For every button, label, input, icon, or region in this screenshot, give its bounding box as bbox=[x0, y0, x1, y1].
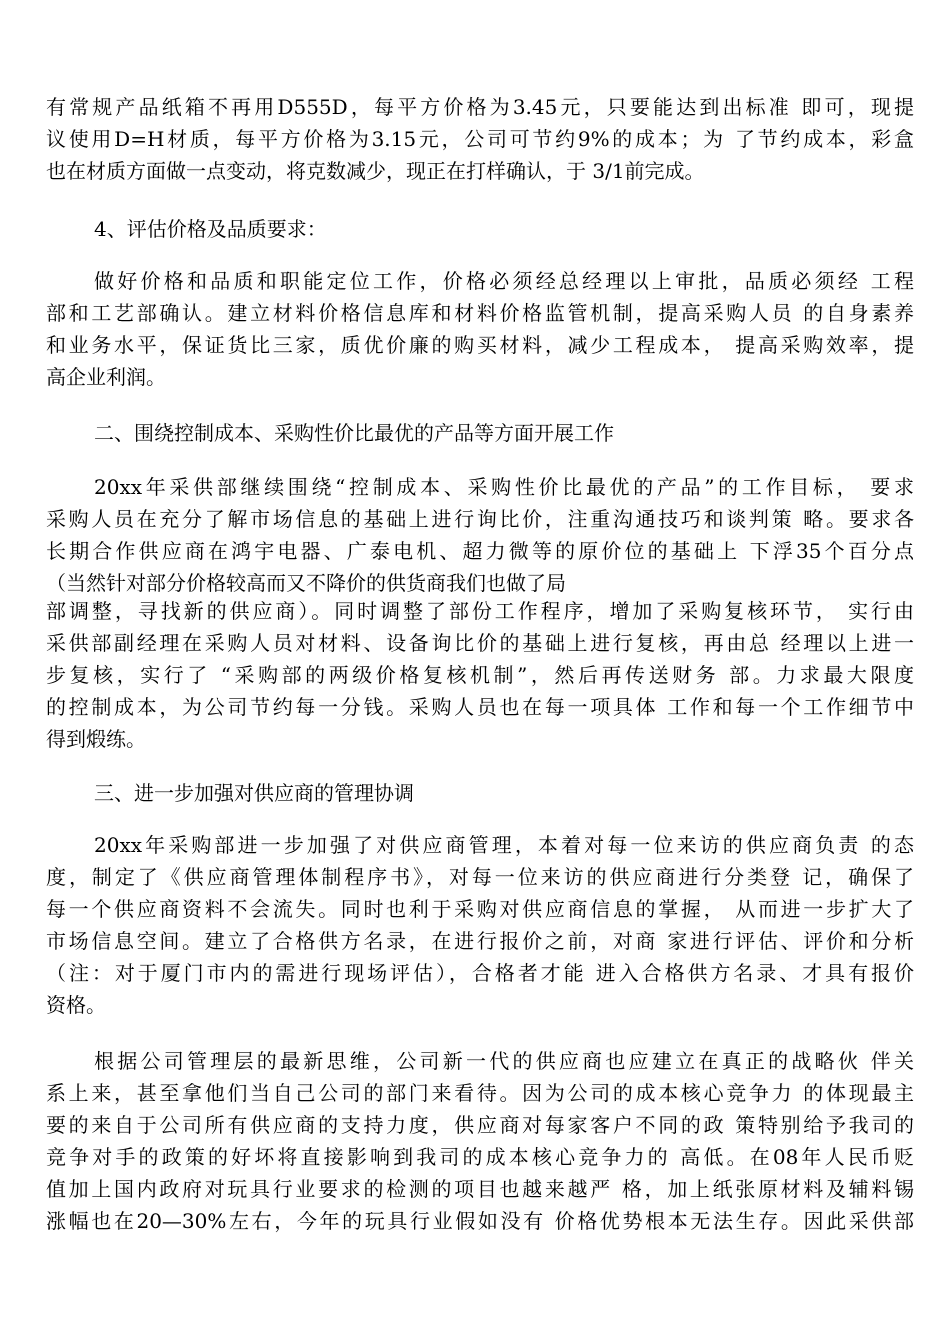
paragraph-line: 做好价格和品质和职能定位工作，价格必须经总经理以上审批，品质必须经 工程 bbox=[94, 269, 914, 293]
section-heading: 三、进一步加强对供应商的管理协调 bbox=[94, 781, 414, 805]
paragraph-line: 的控制成本，为公司节约每一分钱。采购人员也在每一项具体 工作和每一个工作细节中 bbox=[46, 695, 914, 719]
paragraph-line: 系上来，甚至拿他们当自己公司的部门来看待。因为公司的成本核心竞争力 的体现最主 bbox=[46, 1081, 914, 1105]
paragraph-line: 涨幅也在20—30%左右，今年的玩具行业假如没有 价格优势根本无法生存。因此采供部 bbox=[46, 1209, 914, 1233]
paragraph-line: 值加上国内政府对玩具行业要求的检测的项目也越来越严 格，加上纸张原材料及辅料锡 bbox=[46, 1177, 914, 1201]
paragraph-line: 竞争对手的政策的好坏将直接影响到我司的成本核心竞争力的 高低。在08年人民币贬 bbox=[46, 1145, 914, 1169]
paragraph-line: 20xx年采购部进一步加强了对供应商管理，本着对每一位来访的供应商负责 的态 bbox=[94, 833, 914, 857]
paragraph-line: 部调整，寻找新的供应商）。同时调整了部份工作程序，增加了采购复核环节， 实行由 bbox=[46, 599, 914, 623]
section-heading: 4、评估价格及品质要求： bbox=[94, 217, 327, 241]
paragraph-line: 采购人员在充分了解市场信息的基础上进行询比价，注重沟通技巧和谈判策 略。要求各 bbox=[46, 507, 914, 531]
paragraph-line: 市场信息空间。建立了合格供方名录，在进行报价之前，对商 家进行评估、评价和分析 bbox=[46, 929, 914, 953]
paragraph-line: 20xx年采供部继续围绕“控制成本、采购性价比最优的产品”的工作目标， 要求 bbox=[94, 475, 914, 499]
paragraph-line: 资格。 bbox=[46, 993, 106, 1017]
paragraph-line: 度，制定了《供应商管理体制程序书》，对每一位来访的供应商进行分类登 记，确保了 bbox=[46, 865, 914, 889]
paragraph-line: 要的来自于公司所有供应商的支持力度，供应商对每家客户不同的政 策特别给予我司的 bbox=[46, 1113, 914, 1137]
paragraph-line: 每一个供应商资料不会流失。同时也利于采购对供应商信息的掌握， 从而进一步扩大了 bbox=[46, 897, 914, 921]
paragraph-line: 也在材质方面做一点变动，将克数减少，现正在打样确认，于 3/1前完成。 bbox=[46, 159, 705, 183]
paragraph-line: 根据公司管理层的最新思维，公司新一代的供应商也应建立在真正的战略伙 伴关 bbox=[94, 1049, 914, 1073]
paragraph-line: （注：对于厦门市内的需进行现场评估），合格者才能 进入合格供方名录、才具有报价 bbox=[46, 961, 914, 985]
paragraph-line: （当然针对部分价格较高而又不降价的供货商我们也做了局 bbox=[46, 571, 566, 595]
paragraph-line: 步复核，实行了 “采购部的两级价格复核机制”，然后再传送财务 部。力求最大限度 bbox=[46, 663, 914, 687]
section-heading: 二、围绕控制成本、采购性价比最优的产品等方面开展工作 bbox=[94, 421, 614, 445]
paragraph-line: 得到煅练。 bbox=[46, 727, 146, 751]
paragraph-line: 有常规产品纸箱不再用D555D，每平方价格为3.45元，只要能达到出标准 即可，现提 bbox=[46, 95, 914, 119]
paragraph-line: 议使用D=H材质，每平方价格为3.15元，公司可节约9%的成本；为 了节约成本，彩盒 bbox=[46, 127, 914, 151]
paragraph-line: 长期合作供应商在鸿宇电器、广泰电机、超力微等的原价位的基础上 下浮35个百分点 bbox=[46, 539, 914, 563]
paragraph-line: 采供部副经理在采购人员对材料、设备询比价的基础上进行复核，再由总 经理以上进一 bbox=[46, 631, 914, 655]
paragraph-line: 部和工艺部确认。建立材料价格信息库和材料价格监管机制，提高采购人员 的自身素养 bbox=[46, 301, 914, 325]
paragraph-line: 和业务水平，保证货比三家，质优价廉的购买材料，减少工程成本， 提高采购效率，提 bbox=[46, 333, 914, 357]
paragraph-line: 高企业利润。 bbox=[46, 365, 166, 389]
